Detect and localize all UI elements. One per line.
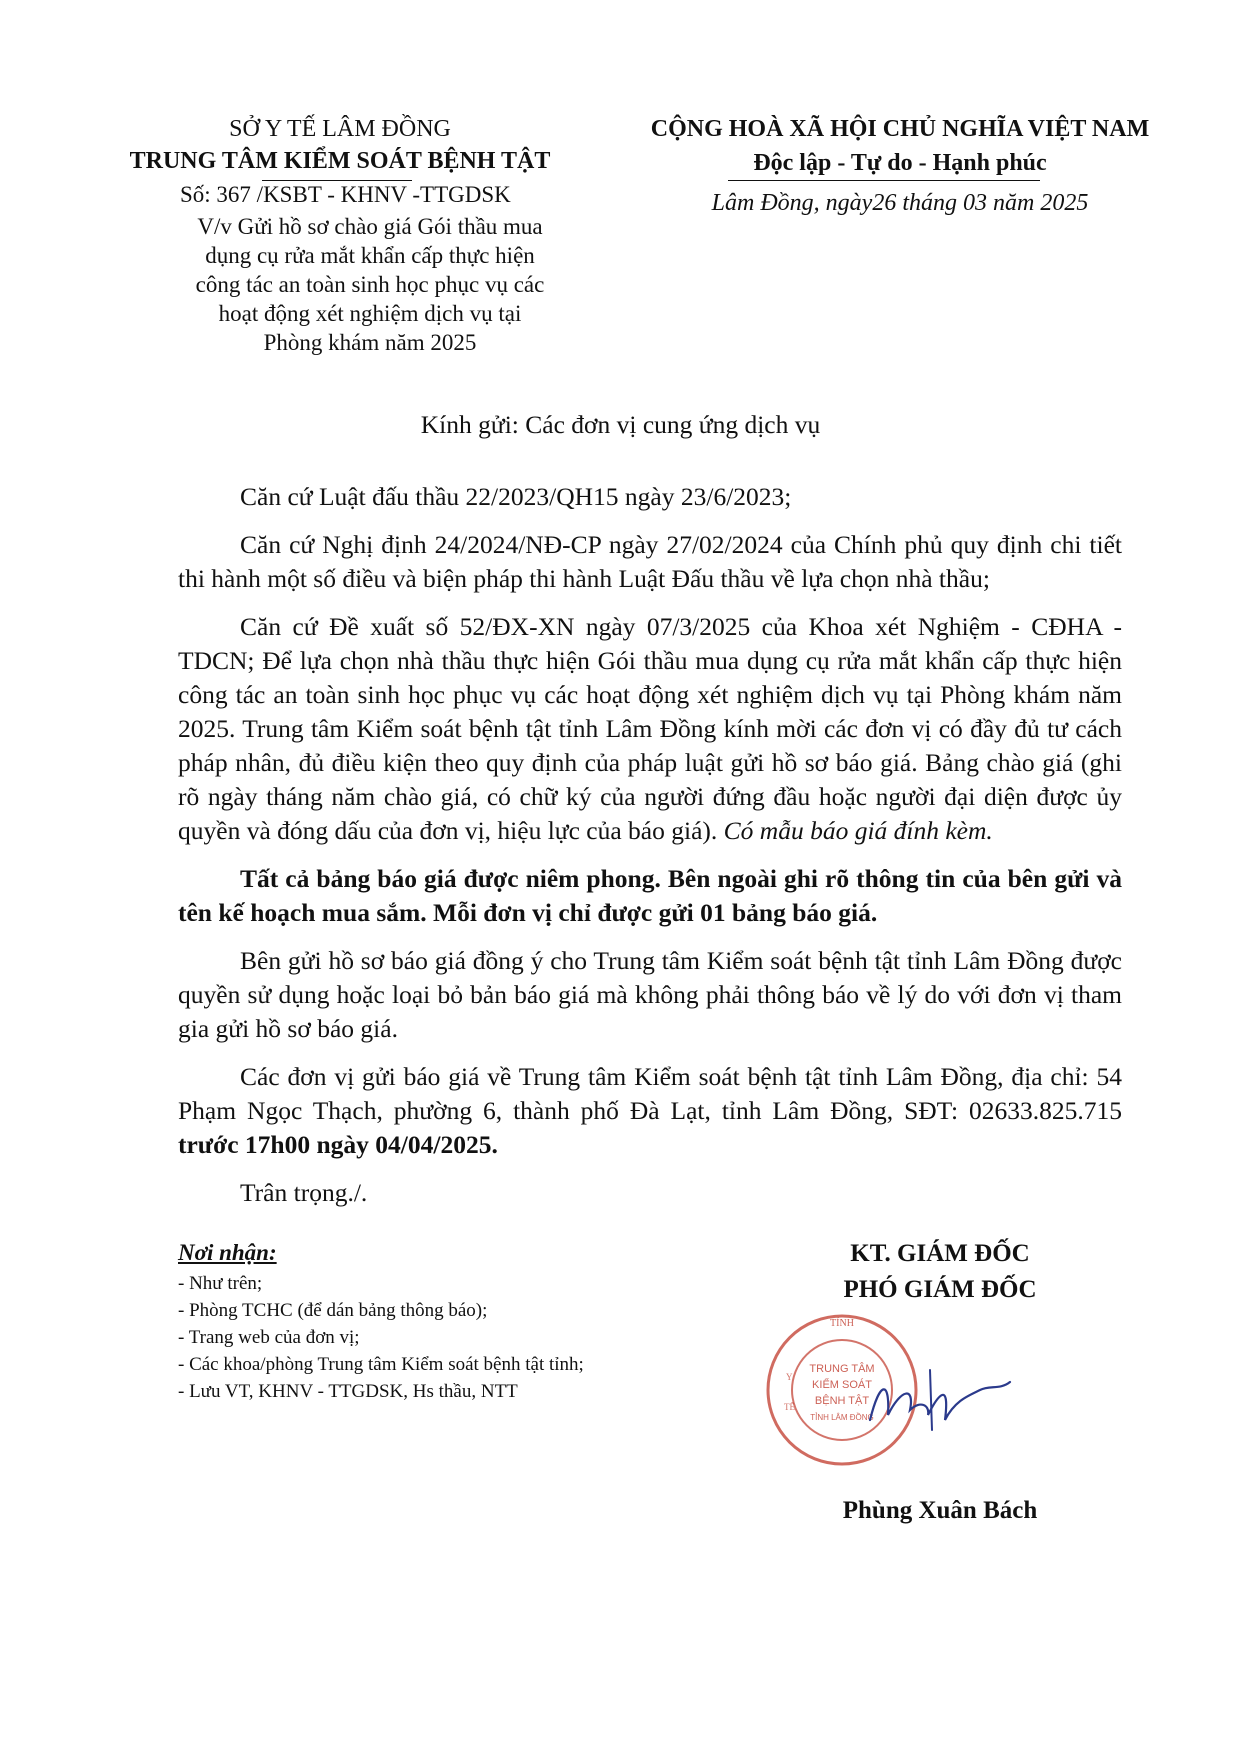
recipients-block <box>178 1240 584 1405</box>
national-motto: Độc lập - Tự do - Hạnh phúc <box>753 150 1047 176</box>
subject-line: V/v Gửi hồ sơ chào giá Gói thầu mua <box>197 214 543 239</box>
recipient-item: - Lưu VT, KHNV - TTGDSK, Hs thầu, NTT <box>178 1381 518 1402</box>
header-left-underline <box>262 180 412 181</box>
submission-deadline: trước 17h00 ngày 04/04/2025. <box>178 1130 498 1159</box>
closing-remark: Trân trọng./. <box>240 1178 368 1207</box>
recipients-title: Nơi nhận: <box>178 1240 277 1265</box>
svg-text:TRUNG TÂM: TRUNG TÂM <box>809 1363 875 1375</box>
submission-address: Các đơn vị gửi báo giá về Trung tâm Kiểm soát bệnh tật tỉnh Lâm Đồng, địa chỉ: 54 Phạm Ngọc Thạch, phường 6, thành phố Đà Lạt, tỉnh Lâm Đồng, SĐT: 02633.825.715 <box>178 1062 1122 1125</box>
svg-text:TẾ: TẾ <box>784 1402 795 1412</box>
signer-name: Phùng Xuân Bách <box>842 1497 1038 1524</box>
paragraph-legal-basis-1: Căn cứ Luật đấu thầu 22/2023/QH15 ngày 23/6/2023; <box>240 482 792 511</box>
svg-text:BỆNH TẬT: BỆNH TẬT <box>814 1395 870 1407</box>
department-name: SỞ Y TẾ LÂM ĐỒNG <box>229 116 451 142</box>
svg-text:TỈNH LÂM ĐỒNG: TỈNH LÂM ĐỒNG <box>810 1413 874 1422</box>
paragraph-legal-basis-2: Căn cứ Nghị định 24/2024/NĐ-CP ngày 27/02/2024 của Chính phủ quy định chi tiết thi hành một số điều và biện pháp thi hành Luật Đấu thầu về lựa chọn nhà thầu; <box>178 530 1122 593</box>
subject-line: Phòng khám năm 2025 <box>263 330 477 355</box>
svg-text:Y: Y <box>786 1372 793 1382</box>
document-subject <box>160 212 580 357</box>
signer-position: PHÓ GIÁM ĐỐC <box>843 1276 1037 1303</box>
svg-text:KIỂM SOÁT: KIỂM SOÁT <box>812 1379 872 1391</box>
recipient-item: - Như trên; <box>178 1273 263 1294</box>
handwritten-signature-icon <box>860 1360 1020 1440</box>
subject-line: công tác an toàn sinh học phục vụ các <box>195 272 545 297</box>
paragraph-consent: Bên gửi hồ sơ báo giá đồng ý cho Trung tâm Kiểm soát bệnh tật tỉnh Lâm Đồng được quyền sử dụng hoặc loại bỏ bản báo giá mà không phải thông báo về lý do với đơn vị tham gia gửi hồ sơ báo giá. <box>178 946 1122 1043</box>
place-date: Lâm Đồng, ngày26 tháng 03 năm 2025 <box>711 190 1089 216</box>
subject-line: hoạt động xét nghiệm dịch vụ tại <box>218 301 522 326</box>
subject-line: dụng cụ rửa mắt khẩn cấp thực hiện <box>205 243 535 268</box>
svg-text:TỈNH: TỈNH <box>830 1318 854 1329</box>
paragraph-invitation <box>178 610 1122 848</box>
header-right-underline <box>728 180 1040 181</box>
invitation-text: Căn cứ Đề xuất số 52/ĐX-XN ngày 07/3/2025 của Khoa xét Nghiệm - CĐHA - TDCN; Để lựa chọn nhà thầu thực hiện Gói thầu mua dụng cụ rửa mắt khẩn cấp thực hiện công tác an toàn sinh học phục vụ các hoạt động xét nghiệm dịch vụ tại Phòng khám năm 2025. Trung tâm Kiểm soát bệnh tật tỉnh Lâm Đồng kính mời các đơn vị có đầy đủ tư cách pháp nhân, đủ điều kiện theo quy định của pháp luật gửi hồ sơ báo giá. Bảng chào giá (ghi rõ ngày tháng năm chào giá, có chữ ký của người đứng đầu hoặc người đại diện được ủy quyền và đóng dấu của đơn vị, hiệu lực của báo giá). <box>178 612 1122 845</box>
organization-name: TRUNG TÂM KIỂM SOÁT BỆNH TẬT <box>129 148 551 174</box>
document-number: Số: 367 /KSBT - KHNV -TTGDSK <box>180 182 511 207</box>
paragraph-sealing-notice: Tất cả bảng báo giá được niêm phong. Bên ngoài ghi rõ thông tin của bên gửi và tên kế hoạch mua sắm. Mỗi đơn vị chỉ được gửi 01 bảng báo giá. <box>178 864 1122 927</box>
document-body <box>178 480 1122 1210</box>
attachment-note: Có mẫu báo giá đính kèm. <box>723 816 993 845</box>
salutation: Kính gửi: Các đơn vị cung ứng dịch vụ <box>420 410 821 439</box>
recipient-item: - Trang web của đơn vị; <box>178 1327 360 1348</box>
paragraph-submission <box>178 1060 1122 1162</box>
signer-authority: KT. GIÁM ĐỐC <box>850 1240 1030 1267</box>
national-title: CỘNG HOÀ XÃ HỘI CHỦ NGHĨA VIỆT NAM <box>650 116 1150 142</box>
recipient-item: - Phòng TCHC (để dán bảng thông báo); <box>178 1300 488 1321</box>
recipient-item: - Các khoa/phòng Trung tâm Kiểm soát bệnh tật tỉnh; <box>178 1354 584 1375</box>
